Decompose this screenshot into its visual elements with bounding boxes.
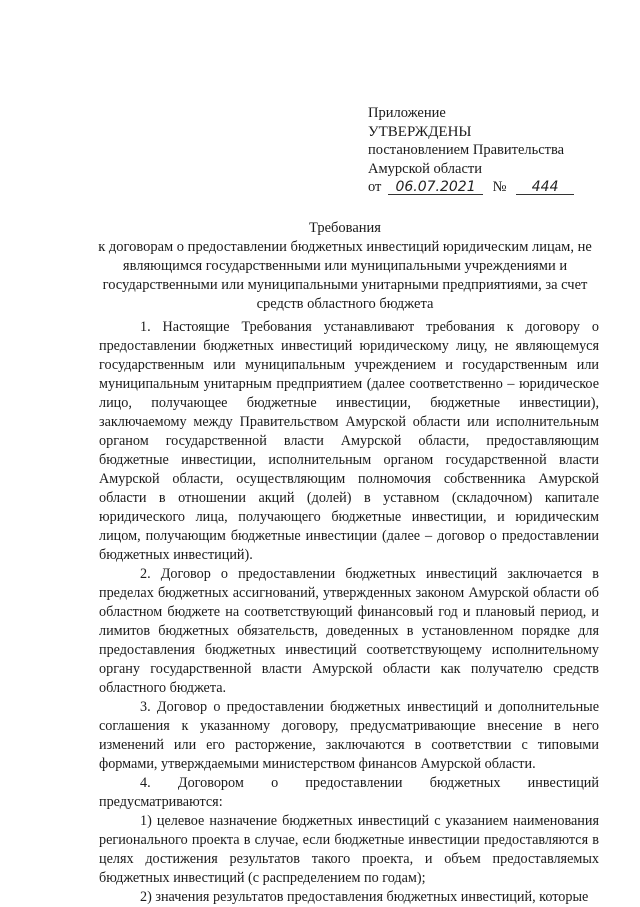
paragraph-item-2: 2) значения результатов предоставления бюджетных инвестиций, которые xyxy=(140,889,589,905)
title-heading: Требования xyxy=(309,220,381,236)
document-title xyxy=(98,219,592,314)
approval-region: Амурской области xyxy=(368,160,482,177)
number-label: № xyxy=(492,179,507,196)
paragraph-3: 3. Договор о предоставлении бюджетных инвестиций и дополнительные соглашения к указанному договору, предусматривающие внесение в него изменений или его расторжение, заключаются в соответствии с типовыми формами, утверждаемыми министерством финансов Амурской области. xyxy=(99,699,599,772)
number-field xyxy=(516,180,574,195)
paragraph-2: 2. Договор о предоставлении бюджетных инвестиций заключается в пределах бюджетных ассигнований, утвержденных законом Амурской области об областном бюджете на соответствующий финансовый год и плановый период, и лимитов бюджетных обязательств, доведенных в установленном порядке для предоставления бюджетных инвестиций соответствующему исполнительному органу государственной власти Амурской области как получателю средств областного бюджета. xyxy=(99,566,599,696)
paragraph-1: 1. Настоящие Требования устанавливают требования к договору о предоставлении бюджетных инвестиций юридическому лицу, не являющемуся государственным или муниципальным учреждением и государственным или муниципальным унитарным предприятием (далее соответственно – юридическое лицо, получающее бюджетные инвестиции, бюджетные инвестиции), заключаемому между Правительством Амурской области или исполнительным органом государственной власти Амурской области, предоставляющим бюджетные инвестиции, исполнительным органом государственной власти Амурской области, осуществляющим полномочия собственника Амурской области в отношении акций (долей) в уставном (складочном) капитале юридического лица, получающего бюджетные инвестиции, и юридическим лицом, получающим бюджетные инвестиции (далее – договор о предоставлении бюджетных инвестиций). xyxy=(99,319,599,563)
handwritten-number: 444 xyxy=(531,179,559,196)
handwritten-date: 06.07.2021 xyxy=(395,179,476,196)
title-subtitle: к договорам о предоставлении бюджетных инвестиций юридическим лицам, не являющимся государственными или муниципальными учреждениями и государственными или муниципальными унитарными предприятиями, за счет средств областного бюджета xyxy=(98,239,592,312)
approval-block xyxy=(368,104,574,197)
approval-resolution: постановлением Правительства xyxy=(368,142,565,159)
approval-approved: УТВЕРЖДЕНЫ xyxy=(368,123,472,140)
from-label: от xyxy=(368,179,382,196)
paragraph-item-1: 1) целевое назначение бюджетных инвестиций с указанием наименования регионального проекта в случае, если бюджетные инвестиции предоставляются в целях достижения результатов такого проекта, и объем предоставляемых бюджетных инвестиций (с распределением по годам); xyxy=(99,813,599,886)
date-field xyxy=(388,180,483,195)
paragraph-4-line-1: 4. Договором о предоставлении бюджетных инвестиций xyxy=(140,775,599,791)
document-body xyxy=(99,318,599,907)
paragraph-4-line-2: предусматриваются: xyxy=(99,794,223,810)
approval-appendix: Приложение xyxy=(368,105,446,121)
approval-date-number-line xyxy=(368,178,574,197)
